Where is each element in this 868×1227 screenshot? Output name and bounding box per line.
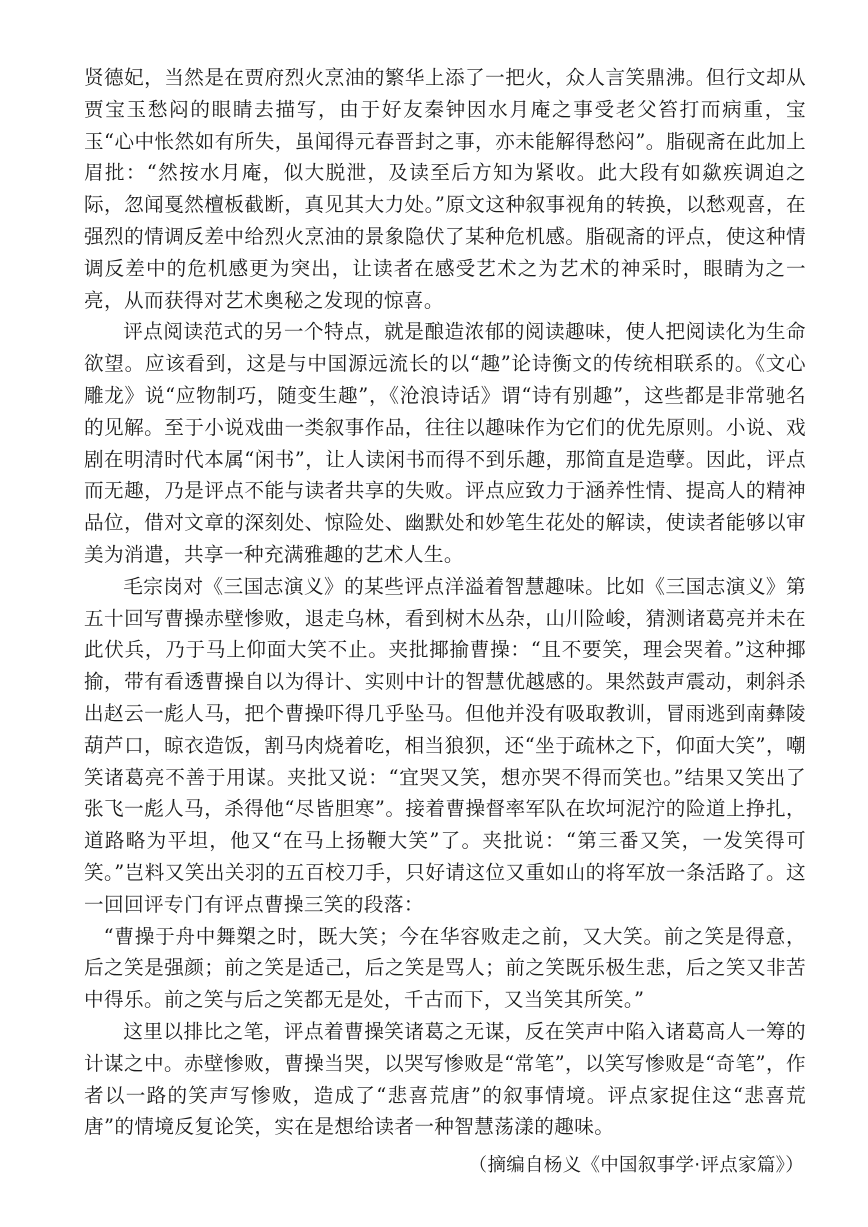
- paragraph-three-kingdoms: 毛宗岗对《三国志演义》的某些评点洋溢着智慧趣味。比如《三国志演义》第五十回写曹操赤壁惨败，退走乌林，看到树木丛杂，山川险峻，猜测诸葛亮并未在此伏兵，乃于马上仰面大笑不止。夹批揶揄曹操：“且不要笑，理会哭着。”这种揶揄，带有看透曹操自以为得计、实则中计的智慧优越感的。果然鼓声震动，刺斜杀出赵云一彪人马，把个曹操吓得几乎坠马。但他并没有吸取教训，冒雨逃到南彝陵葫芦口，晾衣造饭，割马肉烧着吃，相当狼狈，还“坐于疏林之下，仰面大笑”，嘲笑诸葛亮不善于用谋。夹批又说：“宜哭又笑，想亦哭不得而笑也。”结果又笑出了张飞一彪人马，杀得他“尽皆胆寒”。接着曹操督率军队在坎坷泥泞的险道上挣扎，道路略为平坦，他又“在马上扬鞭大笑”了。夹批说：“第三番又笑，一发笑得可笑。”岂料又笑出关羽的五百校刀手，只好请这位又重如山的将军放一条活路了。这一回回评专门有评点曹操三笑的段落：: [84, 574, 806, 916]
- block-quote: “曹操于舟中舞槊之时，既大笑；今在华容败走之前，又大笑。前之笑是得意，后之笑是强颜；前之笑是适己，后之笑是骂人；前之笑既乐极生悲，后之笑又非苦中得乐。前之笑与后之笑都无是处，千古而下，又当笑其所笑。”: [84, 924, 806, 1012]
- paragraph-continued: 贤德妃，当然是在贾府烈火烹油的繁华上添了一把火，众人言笑鼎沸。但行文却从贾宝玉愁闷的眼睛去描写，由于好友秦钟因水月庵之事受老父笞打而病重，宝玉“心中怅然如有所失，虽闻得元春晋封之事，亦未能解得愁闷”。脂砚斋在此加上眉批：“然按水月庵，似大脱泄，及读至后方知为紧收。此大段有如歘疾调迫之际，忽闻戛然檀板截断，真见其大力处。”原文这种叙事视角的转换，以愁观喜，在强烈的情调反差中给烈火烹油的景象隐伏了某种危机感。脂砚斋的评点，使这种情调反差中的危机感更为突出，让读者在感受艺术之为艺术的神采时，眼睛为之一亮，从而获得对艺术奥秘之发现的惊喜。: [84, 66, 806, 312]
- paragraph-reading-interest: 评点阅读范式的另一个特点，就是酿造浓郁的阅读趣味，使人把阅读化为生命欲望。应该看到，这是与中国源远流长的以“趣”论诗衡文的传统相联系的。《文心雕龙》说“应物制巧，随变生趣”，《沧浪诗话》谓“诗有别趣”，这些都是非常驰名的见解。至于小说戏曲一类叙事作品，往往以趣味作为它们的优先原则。小说、戏剧在明清时代本属“闲书”，让人读闲书而得不到乐趣，那简直是造孽。因此，评点而无趣，乃是评点不能与读者共享的失败。评点应致力于涵养性情、提高人的精神品位，借对文章的深刻处、惊险处、幽默处和妙笔生花处的解读，使读者能够以审美为消遣，共享一种充满雅趣的艺术人生。: [84, 320, 806, 566]
- paragraph-closing: 这里以排比之笔，评点着曹操笑诸葛之无谋，反在笑声中陷入诸葛高人一筹的计谋之中。赤壁惨败，曹操当哭，以哭写惨败是“常笔”，以笑写惨败是“奇笔”，作者以一路的笑声写惨败，造成了“悲喜荒唐”的叙事情境。评点家捉住这“悲喜荒唐”的情境反复论笑，实在是想给读者一种智慧荡漾的趣味。: [84, 1019, 806, 1139]
- source-citation: （摘编自杨义《中国叙事学·评点家篇》）: [468, 1155, 804, 1177]
